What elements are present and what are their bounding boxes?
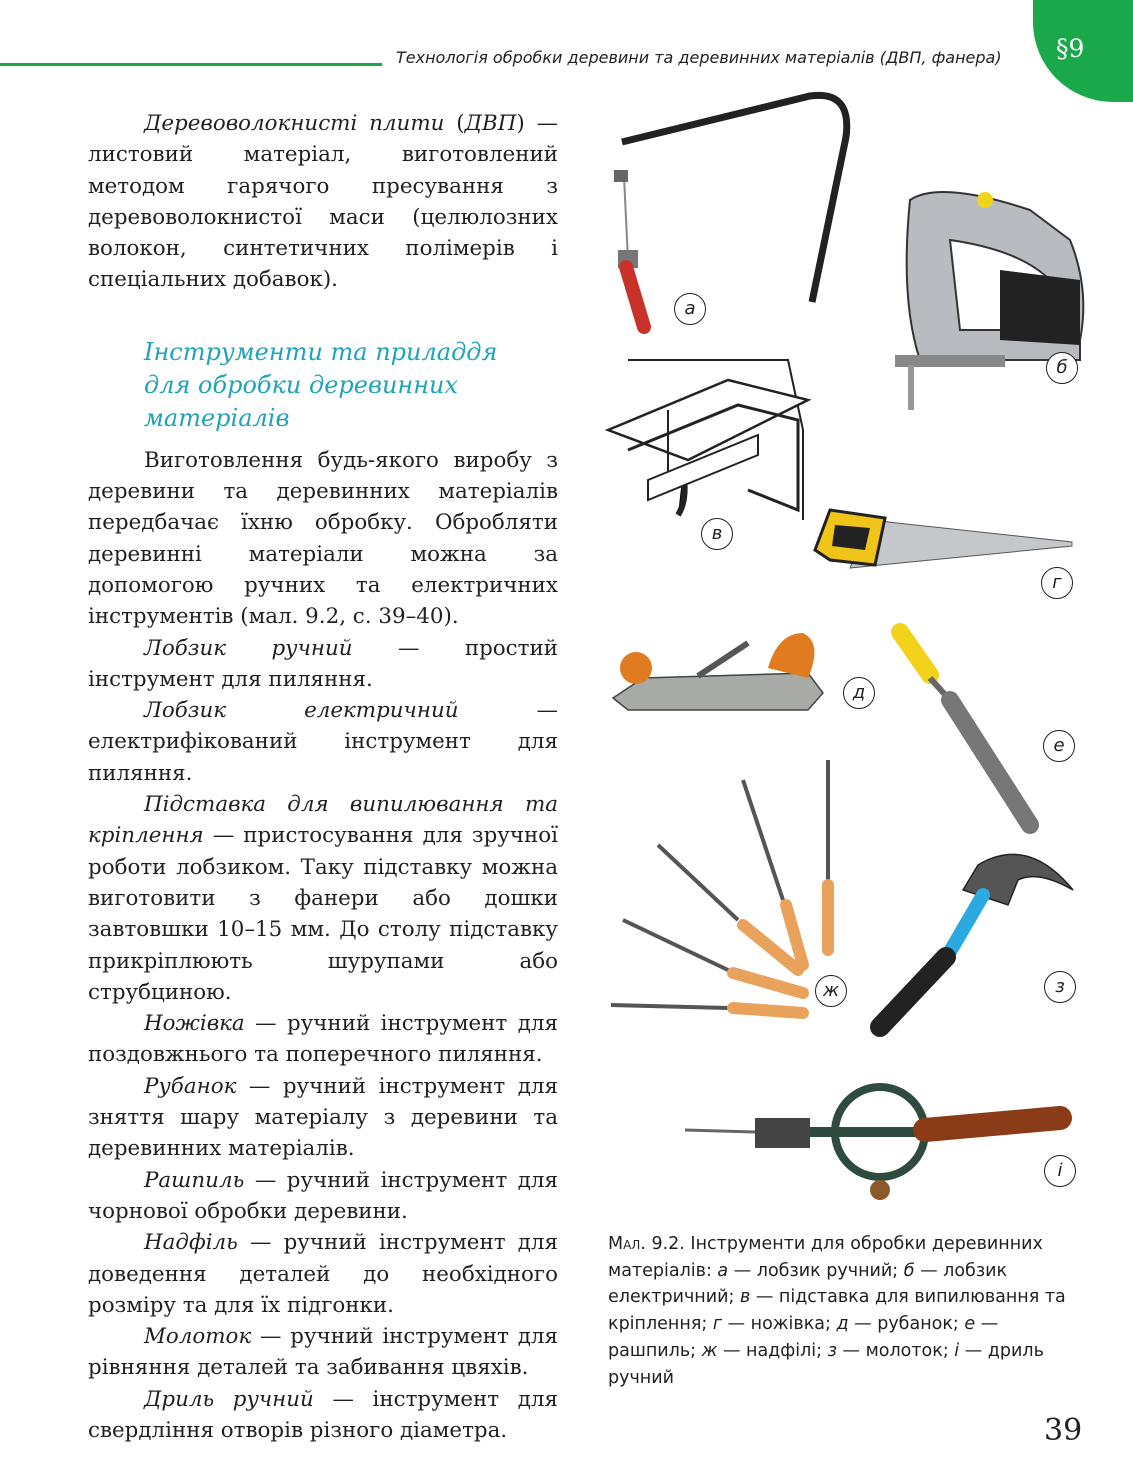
caption-text: — дриль ручний <box>608 1340 1044 1388</box>
definition-text: — електрифікований інструмент для пиляння. <box>88 698 558 786</box>
term: Надфіль <box>144 1230 238 1256</box>
term: Деревоволокнисті плити <box>144 111 445 136</box>
definition-item <box>88 1165 558 1228</box>
definition-text: — ручний інструмент для доведення деталей до необхідного розміру та для їх підгонки. <box>88 1230 558 1318</box>
section-heading-line-1: Інструменти та приладдя <box>144 337 498 366</box>
definition-item <box>88 1071 558 1165</box>
definition-text: — ручний інструмент для рівняння деталей та забивання цвяхів. <box>88 1324 558 1381</box>
caption-text: — надфілі; <box>717 1340 828 1361</box>
definition-item <box>88 1008 558 1071</box>
caption-letter: ж <box>701 1340 718 1361</box>
definition-item <box>88 1321 558 1384</box>
term: Лобзик електричний <box>144 698 459 724</box>
figure-label-a: а <box>674 293 706 325</box>
caption-letter: б <box>903 1260 915 1281</box>
abbr: ДВП <box>464 111 517 136</box>
needle-files-image <box>608 755 838 1025</box>
caption-text: — лобзик електричний; <box>608 1260 1008 1308</box>
intro-paragraph: Деревоволокнисті плити (ДВП) — листовий матеріал, виготовлений методом гарячого пресування з деревоволокнистої маси (целюлозних волокон, синтетичних полімерів і спеціальних добавок). <box>88 111 558 293</box>
caption-letter: г <box>712 1314 723 1335</box>
term: Рубанок <box>144 1073 237 1099</box>
figure-label-v: в <box>701 518 733 550</box>
main-text-column <box>88 108 558 1446</box>
definition-text: — ручний інструмент для зняття шару матеріалу з деревини та деревинних матеріалів. <box>88 1073 558 1162</box>
definition-text: — пристосування для зручної роботи лобзиком. Таку підставку можна виготовити з фанери або дошки завтовшки 10–15 мм. До столу підставку прикріплюють шурупами або струбциною. <box>88 823 558 1005</box>
sawing-stand-image <box>608 340 808 525</box>
figure-label-g: г <box>1041 567 1073 599</box>
caption-text: 9.2. Інструменти для обробки деревинних матеріалів: <box>608 1234 1043 1281</box>
caption-letter: в <box>739 1287 751 1308</box>
definition-item <box>88 789 558 1008</box>
figure-label-e: е <box>1043 730 1075 762</box>
definition-text: — інструмент для свердління отворів різного діаметра. <box>88 1386 558 1443</box>
figure-caption <box>608 1231 1078 1391</box>
definition-item <box>88 633 558 696</box>
definition-item <box>88 1384 558 1447</box>
definition-text: — простий інструмент для пиляння. <box>88 635 558 692</box>
term: Ножівка <box>144 1011 245 1037</box>
header-rule <box>0 63 382 66</box>
section-number: §9 <box>1056 34 1085 63</box>
figure-label-zh: ж <box>815 975 847 1007</box>
figure-label-d: д <box>843 677 875 709</box>
hand-saw-icon <box>810 500 1075 570</box>
hammer-image <box>868 835 1078 1035</box>
hand-drill-image <box>685 1080 1065 1205</box>
term: Рашпиль <box>144 1167 245 1193</box>
term: Дриль ручний <box>144 1386 314 1412</box>
sawing-stand-icon <box>608 340 808 525</box>
caption-letter: а <box>717 1260 729 1281</box>
caption-letter: е <box>964 1314 976 1335</box>
section-heading <box>144 336 558 435</box>
hand-drill-icon <box>685 1080 1065 1205</box>
hammer-icon <box>868 835 1078 1035</box>
definition-text: — ручний інструмент для поздовжнього та поперечного пиляння. <box>88 1011 558 1068</box>
wood-plane-icon <box>608 628 828 713</box>
caption-letter: і <box>954 1340 960 1361</box>
definition-item <box>88 1227 558 1321</box>
figure-label-z: з <box>1044 971 1076 1003</box>
hand-fretsaw-icon <box>600 122 860 337</box>
body-paragraph: Виготовлення будь-якого виробу з деревини та деревинних матеріалів передбачає їхню обробку. Обробляти деревинні матеріали можна за допомогою ручних та електричних інструментів (мал. 9.2, с. 39–40). <box>88 447 558 630</box>
definition-item <box>88 695 558 789</box>
caption-letter: з <box>827 1340 837 1361</box>
hand-saw-image <box>810 500 1075 570</box>
caption-text: — ножівка; <box>722 1314 837 1335</box>
page-number: 39 <box>1044 1413 1083 1448</box>
caption-text: — лобзик ручний; <box>728 1260 904 1281</box>
rasp-image <box>890 620 1035 830</box>
figure-label-i: і <box>1044 1155 1076 1187</box>
figure-label-b: б <box>1046 352 1078 384</box>
caption-text: — підставка для випилювання та кріплення; <box>608 1287 1066 1335</box>
term: Молоток <box>144 1324 252 1350</box>
caption-text: — молоток; <box>836 1340 955 1361</box>
running-header: Технологія обробки деревини та деревинних матеріалів (ДВП, фанера) <box>396 48 1002 67</box>
caption-letter: д <box>836 1314 849 1335</box>
definition-text: — ручний інструмент для чорнової обробки деревини. <box>88 1167 558 1224</box>
caption-text: — рубанок; <box>848 1314 965 1335</box>
section-heading-line-2: для обробки деревинних матеріалів <box>144 370 459 432</box>
term: Лобзик ручний <box>144 635 353 661</box>
definition: — листовий матеріал, виготовлений методом гарячого пресування з деревоволокнистої маси (целюлозних волокон, синтетичних полімерів і спеціальних добавок). <box>88 111 558 293</box>
needle-files-icon <box>608 755 838 1025</box>
term: Підставка для випилювання та кріплення <box>88 792 558 849</box>
wood-plane-image <box>608 628 828 713</box>
caption-text: — рашпиль; <box>608 1314 999 1361</box>
rasp-icon <box>890 620 1035 830</box>
caption-prefix: Мал. <box>608 1234 646 1254</box>
hand-fretsaw-image <box>600 122 860 337</box>
